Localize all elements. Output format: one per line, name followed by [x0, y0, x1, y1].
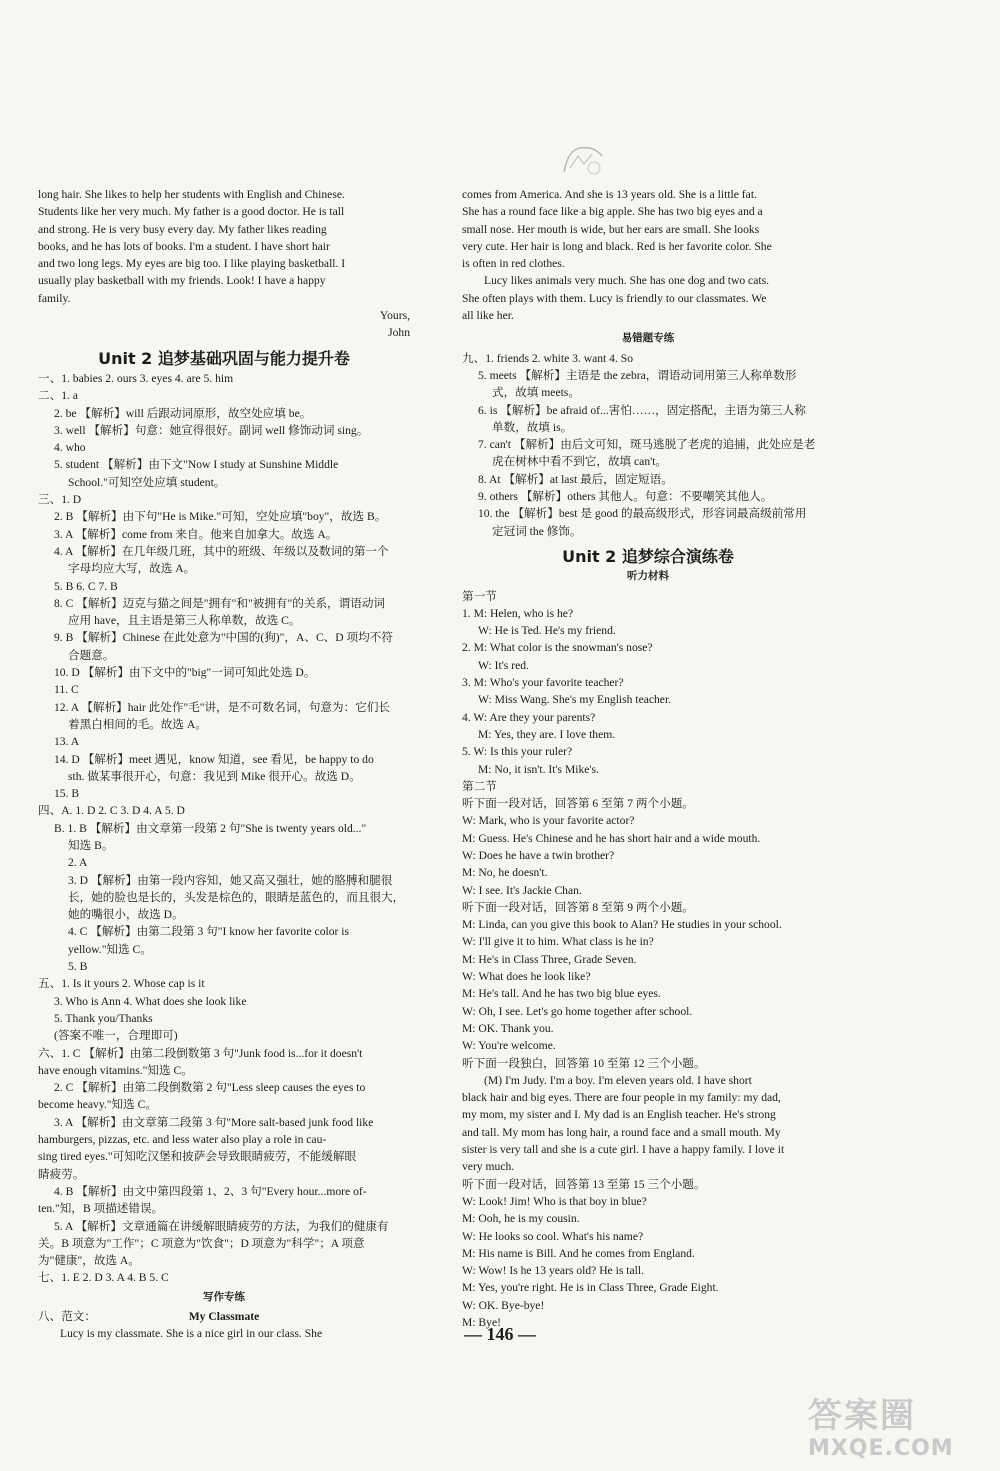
- answer-line: 睛疲劳。: [38, 1167, 85, 1181]
- error-answer-line: 9. others 【解析】others 其他人。句意：不要嘲笑其他人。: [478, 490, 773, 504]
- answer-line: 知选 B。: [68, 838, 114, 852]
- listening-line: M: OK. Thank you.: [462, 1021, 554, 1035]
- model-essay-row: [38, 1308, 410, 1325]
- essay-line: comes from America. And she is 13 years old. She is a little fat.: [462, 188, 757, 201]
- letter-closing: Yours,: [379, 309, 410, 323]
- error-answer-line: 九、1. friends 2. white 3. want 4. So: [462, 351, 633, 365]
- answer-line: 合题意。: [68, 648, 115, 662]
- answer-line: 3. A 【解析】由文章第二段第 3 句"More salt-based junk food like: [54, 1115, 374, 1129]
- error-answer-line: 10. the 【解析】best 是 good 的最高级形式，形容词最高级前常用: [478, 507, 807, 521]
- error-answer-line: 8. At 【解析】at last 最后，固定短语。: [478, 472, 673, 486]
- listening-line: very much.: [462, 1160, 515, 1174]
- error-answer-list: [462, 350, 834, 540]
- letter-line: family.: [38, 291, 71, 305]
- answer-line: 2. C 【解析】由第二段倒数第 2 句"Less sleep causes the eyes to: [54, 1081, 366, 1095]
- letter-text: [38, 186, 410, 307]
- answer-line: 六、1. C 【解析】由第二段倒数第 3 句"Junk food is...for it doesn't: [38, 1046, 363, 1060]
- listening-line: W: It's red.: [478, 658, 529, 672]
- error-answer-line: 7. can't 【解析】由后文可知，斑马逃脱了老虎的追捕，此处应是老: [478, 438, 816, 452]
- answer-line: 4. C 【解析】由第二段第 3 句"I know her favorite color is: [68, 925, 350, 939]
- answer-line: School."可知空处应填 student。: [68, 475, 226, 489]
- essay-line: She often plays with them. Lucy is friendly to our classmates. We: [462, 291, 767, 305]
- answer-line: 她的嘴很小，故选 D。: [68, 908, 184, 922]
- listening-line: W: Look! Jim! Who is that boy in blue?: [462, 1194, 647, 1208]
- listening-heading: 听力材料: [627, 570, 669, 583]
- answer-line: become heavy."知选 C。: [38, 1098, 157, 1112]
- section-title-unit2-comprehensive: Unit 2 追梦综合演练卷: [562, 546, 734, 566]
- listening-line: W: I see. It's Jackie Chan.: [462, 883, 582, 897]
- letter-line: and strong. He is very busy every day. My father likes reading: [38, 222, 327, 236]
- answer-line: 关。B 项意为"工作"；C 项意为"饮食"；D 项意为"科学"；A 项意: [38, 1236, 365, 1250]
- listening-line: W: Wow! Is he 13 years old? He is tall.: [462, 1264, 644, 1278]
- answer-line: 为"健康"，故选 A。: [38, 1254, 140, 1268]
- letter-line: and two long legs. My eyes are big too. I like playing basketball. I: [38, 257, 346, 271]
- essay-line: very cute. Her hair is long and black. Red is her favorite color. She: [462, 239, 772, 253]
- listening-line: M: Guess. He's Chinese and he has short hair and a wide mouth.: [462, 831, 761, 845]
- right-column: [462, 186, 834, 1331]
- answer-line: sth. 做某事很开心，句意：我见到 Mike 很开心。故选 D。: [68, 769, 361, 783]
- listening-line: M: Linda, can you give this book to Alan? He studies in your school.: [462, 918, 782, 932]
- essay-line: She has a round face like a big apple. She has two big eyes and a: [462, 205, 763, 219]
- answer-line: 四、A. 1. D 2. C 3. D 4. A 5. D: [38, 804, 185, 818]
- answer-line: 5. B: [68, 960, 88, 974]
- letter-signature: John: [388, 326, 410, 340]
- listening-line: and tall. My mom has long hair, a round face and a small mouth. My: [462, 1125, 781, 1139]
- answer-line: yellow."知选 C。: [68, 942, 152, 956]
- left-column: [38, 186, 410, 1343]
- answer-line: 5. Thank you/Thanks: [54, 1011, 153, 1025]
- error-answer-line: 5. meets 【解析】主语是 the zebra，谓语动词用第三人称单数形: [478, 368, 797, 382]
- answer-line: 10. D 【解析】由下文中的"big"一词可知此处选 D。: [54, 666, 316, 680]
- answer-line: 4. B 【解析】由文中第四段第 1、2、3 句"Every hour...more of-: [54, 1184, 367, 1198]
- listening-line: sister is very tall and she is a cute girl. I have a happy family. I love it: [462, 1143, 785, 1157]
- listening-line: M: Yes, you're right. He is in Class Three, Grade Eight.: [462, 1281, 719, 1295]
- answer-line: 8. C 【解析】迈克与猫之间是"拥有"和"被拥有"的关系，谓语动词: [54, 596, 386, 610]
- listening-line: W: Mark, who is your favorite actor?: [462, 814, 635, 828]
- answer-line: 3. D 【解析】由第一段内容知，她又高又强壮，她的胳膊和腿很: [68, 873, 393, 887]
- listening-line: W: What does he look like?: [462, 970, 591, 984]
- listening-line: W: He looks so cool. What's his name?: [462, 1229, 644, 1243]
- error-answer-line: 单数，故填 is。: [492, 420, 573, 434]
- listening-line: M: No, he doesn't.: [462, 866, 548, 880]
- answer-line: B. 1. B 【解析】由文章第一段第 2 句"She is twenty years old...": [54, 821, 367, 835]
- listening-line: W: OK. Bye-bye!: [462, 1298, 545, 1312]
- answer-list: [38, 370, 410, 1287]
- listening-transcript: [462, 588, 834, 1332]
- listening-line: M: His name is Bill. And he comes from England.: [462, 1246, 695, 1260]
- listening-line: 5. W: Is this your ruler?: [462, 745, 573, 759]
- section-title-unit2-basic: Unit 2 追梦基础巩固与能力提升卷: [98, 348, 350, 368]
- error-answer-line: 6. is 【解析】be afraid of...害怕……，固定搭配，主语为第三人称: [478, 403, 806, 417]
- watermark-url: MXQE.COM: [808, 1436, 954, 1461]
- answer-line: 五、1. Is it yours 2. Whose cap is it: [38, 977, 205, 991]
- answer-line: 5. A 【解析】文章通篇在讲缓解眼睛疲劳的方法，为我们的健康有: [54, 1219, 389, 1233]
- answer-line: 2. B 【解析】由下句"He is Mike."可知，空处应填"boy"，故选 B。: [54, 510, 387, 524]
- listening-line: 4. W: Are they your parents?: [462, 710, 596, 724]
- error-practice-heading: 易错题专练: [621, 332, 675, 345]
- listening-line: 听下面一段对话，回答第 13 至第 15 三个小题。: [462, 1177, 706, 1191]
- answer-line: hamburgers, pizzas, etc. and less water also play a role in cau-: [38, 1133, 327, 1147]
- watermark-logo: [808, 1396, 998, 1470]
- answer-line: ten."知，B 项描述错误。: [38, 1202, 164, 1216]
- listening-line: 第二节: [462, 779, 497, 793]
- listening-line: 1. M: Helen, who is he?: [462, 606, 574, 620]
- listening-line: 3. M: Who's your favorite teacher?: [462, 676, 624, 690]
- listening-line: W: Oh, I see. Let's go home together after school.: [462, 1004, 693, 1018]
- listening-line: M: He's tall. And he has two big blue eyes.: [462, 987, 661, 1001]
- error-answer-line: 定冠词 the 修饰。: [492, 524, 582, 538]
- listening-line: (M) I'm Judy. I'm a boy. I'm eleven years old. I have short: [484, 1073, 752, 1087]
- answer-line: 4. A 【解析】在几年级几班，其中的班级、年级以及数词的第一个: [54, 544, 389, 558]
- listening-line: 听下面一段对话，回答第 8 至第 9 两个小题。: [462, 900, 694, 914]
- page-number: — 146 —: [464, 1324, 536, 1344]
- listening-line: black hair and big eyes. There are four people in my family: my dad,: [462, 1091, 781, 1105]
- letter-line: usually play basketball with my friends. Look! I have a happy: [38, 274, 326, 288]
- listening-line: my mom, my sister and I. My dad is an English teacher. He's strong: [462, 1108, 776, 1122]
- answer-line: 二、1. a: [38, 389, 78, 403]
- model-essay-title: My Classmate: [188, 1310, 260, 1323]
- listening-line: W: Miss Wang. She's my English teacher.: [478, 693, 672, 707]
- answer-line: 13. A: [54, 735, 80, 749]
- answer-line: 11. C: [54, 683, 79, 697]
- listening-line: M: Bye!: [462, 1316, 501, 1329]
- error-answer-line: 虎在树林中看不到它，故填 can't。: [492, 455, 668, 469]
- answer-line: (答案不唯一，合理即可): [54, 1029, 178, 1043]
- answer-line: sing tired eyes."可知吃汉堡和披萨会导致眼睛疲劳，不能缓解眼: [38, 1150, 357, 1164]
- model-label: 八、范文：: [38, 1310, 96, 1323]
- listening-line: M: Yes, they are. I love them.: [478, 727, 616, 741]
- essay-line: Lucy likes animals very much. She has one dog and two cats.: [484, 274, 769, 288]
- listening-line: W: I'll give it to him. What class is he in?: [462, 935, 654, 949]
- model-essay-first-line: Lucy is my classmate. She is a nice girl in our class. She: [60, 1327, 323, 1341]
- stamp-mark: [558, 142, 608, 182]
- listening-line: 听下面一段独白，回答第 10 至第 12 三个小题。: [462, 1056, 706, 1070]
- listening-line: M: No, it isn't. It's Mike's.: [478, 762, 599, 776]
- page-number-value: 146: [486, 1324, 514, 1344]
- answer-line: 七、1. E 2. D 3. A 4. B 5. C: [38, 1271, 169, 1285]
- answer-line: 着黑白相间的毛。故选 A。: [68, 717, 207, 731]
- answer-line: 一、1. babies 2. ours 3. eyes 4. are 5. him: [38, 371, 234, 385]
- letter-line: Students like her very much. My father is a good doctor. He is tall: [38, 205, 345, 219]
- listening-line: 第一节: [462, 589, 497, 603]
- answer-line: have enough vitamins."知选 C。: [38, 1063, 193, 1077]
- writing-heading: 写作专练: [203, 1290, 245, 1303]
- answer-line: 5. student 【解析】由下文"Now I study at Sunshine Middle: [54, 458, 339, 472]
- answer-line: 3. well 【解析】句意：她宣得很好。副词 well 修饰动词 sing。: [54, 423, 369, 437]
- essay-line: is often in red clothes.: [462, 257, 565, 271]
- answer-line: 3. A 【解析】come from 来自。他来自加拿大。故选 A。: [54, 527, 338, 541]
- answer-line: 14. D 【解析】meet 遇见，know 知道，see 看见，be happy to do: [54, 752, 374, 766]
- answer-line: 9. B 【解析】Chinese 在此处意为"中国的(狗)"，A、C、D 项均不符: [54, 631, 393, 645]
- error-answer-line: 式，故填 meets。: [492, 386, 580, 400]
- essay-line: all like her.: [462, 309, 514, 323]
- answer-line: 字母均应大写，故选 A。: [68, 562, 196, 576]
- listening-line: 听下面一段对话，回答第 6 至第 7 两个小题。: [462, 797, 694, 811]
- answer-line: 三、1. D: [38, 493, 82, 507]
- answer-line: 12. A 【解析】hair 此处作"毛"讲，是不可数名词，句意为：它们长: [54, 700, 391, 714]
- listening-line: 2. M: What color is the snowman's nose?: [462, 641, 653, 655]
- listening-line: W: Does he have a twin brother?: [462, 848, 615, 862]
- answer-line: 2. A: [68, 856, 88, 870]
- essay-line: small nose. Her mouth is wide, but her ears are small. She looks: [462, 222, 760, 236]
- answer-line: 4. who: [54, 441, 86, 455]
- letter-line: long hair. She likes to help her students with English and Chinese.: [38, 188, 345, 201]
- answer-line: 3. Who is Ann 4. What does she look like: [54, 994, 247, 1008]
- letter-line: books, and he has lots of books. I'm a student. I have short hair: [38, 239, 330, 253]
- listening-line: W: You're welcome.: [462, 1039, 556, 1053]
- answer-line: 5. B 6. C 7. B: [54, 579, 118, 593]
- answer-line: 应用 have，且主语是第三人称单数，故选 C。: [68, 614, 301, 628]
- listening-line: M: He's in Class Three, Grade Seven.: [462, 952, 637, 966]
- listening-line: M: Ooh, he is my cousin.: [462, 1212, 580, 1226]
- answer-line: 2. be 【解析】will 后跟动词原形，故空处应填 be。: [54, 406, 312, 420]
- answer-line: 长，她的脸也是长的，头发是棕色的，眼睛是蓝色的，而且很大，: [68, 890, 405, 904]
- answer-line: 15. B: [54, 787, 80, 801]
- listening-line: W: He is Ted. He's my friend.: [478, 624, 616, 638]
- watermark-text: 答案圈: [808, 1396, 916, 1436]
- model-essay-continued: [462, 186, 834, 324]
